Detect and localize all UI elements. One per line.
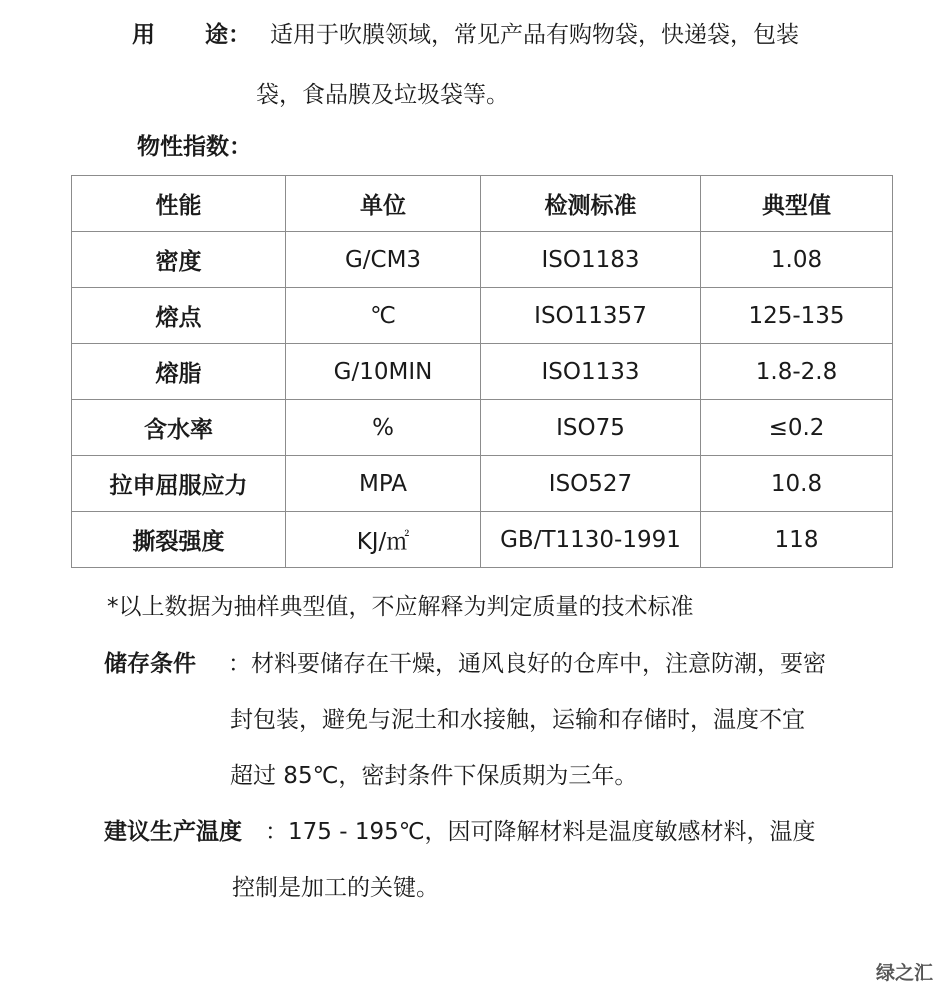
storage-text-line-1: ：材料要储存在干燥，通风良好的仓库中，注意防潮，要密	[228, 651, 826, 677]
usage-text-line-2: 袋，食品膜及垃圾袋等。	[256, 82, 509, 108]
property-name: 拉申屈服应力	[72, 456, 286, 512]
property-standard: ISO11357	[481, 288, 701, 344]
property-value: 1.8-2.8	[701, 344, 893, 400]
storage-conditions-label: 储存条件	[104, 651, 196, 677]
table-row	[72, 232, 893, 288]
property-value: 118	[701, 512, 893, 568]
disclaimer-note: *以上数据为抽样典型值，不应解释为判定质量的技术标准	[107, 594, 694, 620]
property-standard: GB/T1130-1991	[481, 512, 701, 568]
property-unit: ℃	[286, 288, 481, 344]
table-row	[72, 512, 893, 568]
table-row	[72, 344, 893, 400]
property-standard: ISO1133	[481, 344, 701, 400]
property-name: 密度	[72, 232, 286, 288]
property-unit: G/CM3	[286, 232, 481, 288]
header-property: 性能	[72, 176, 286, 232]
property-value: 1.08	[701, 232, 893, 288]
table-row	[72, 288, 893, 344]
property-standard: ISO1183	[481, 232, 701, 288]
production-temperature-label: 建议生产温度	[104, 819, 242, 845]
properties-heading: 物性指数：	[137, 134, 252, 160]
property-value: 10.8	[701, 456, 893, 512]
header-test-standard: 检测标准	[481, 176, 701, 232]
property-name: 熔脂	[72, 344, 286, 400]
property-name: 含水率	[72, 400, 286, 456]
property-unit: %	[286, 400, 481, 456]
property-unit: KJ/㎡	[286, 512, 481, 568]
properties-table	[71, 175, 893, 568]
watermark: 绿之汇	[876, 962, 934, 984]
property-unit: G/10MIN	[286, 344, 481, 400]
property-value: 125-135	[701, 288, 893, 344]
table-header-row	[72, 176, 893, 232]
table-row	[72, 400, 893, 456]
usage-label-suffix: 途：	[205, 22, 251, 48]
production-temperature-line-2: 控制是加工的关键。	[232, 875, 439, 901]
property-unit: MPA	[286, 456, 481, 512]
usage-text-line-1: 适用于吹膜领域，常见产品有购物袋，快递袋，包装	[270, 22, 799, 48]
property-standard: ISO75	[481, 400, 701, 456]
property-name: 熔点	[72, 288, 286, 344]
property-value: ≤0.2	[701, 400, 893, 456]
header-unit: 单位	[286, 176, 481, 232]
header-typical-value: 典型值	[701, 176, 893, 232]
property-name: 撕裂强度	[72, 512, 286, 568]
property-standard: ISO527	[481, 456, 701, 512]
storage-text-line-2: 封包装，避免与泥土和水接触，运输和存储时，温度不宜	[230, 707, 805, 733]
usage-label: 用	[132, 22, 155, 48]
production-temperature-line-1: ：175 - 195℃，因可降解材料是温度敏感材料，温度	[265, 819, 816, 845]
storage-text-line-3: 超过 85℃，密封条件下保质期为三年。	[230, 763, 638, 789]
table-row	[72, 456, 893, 512]
